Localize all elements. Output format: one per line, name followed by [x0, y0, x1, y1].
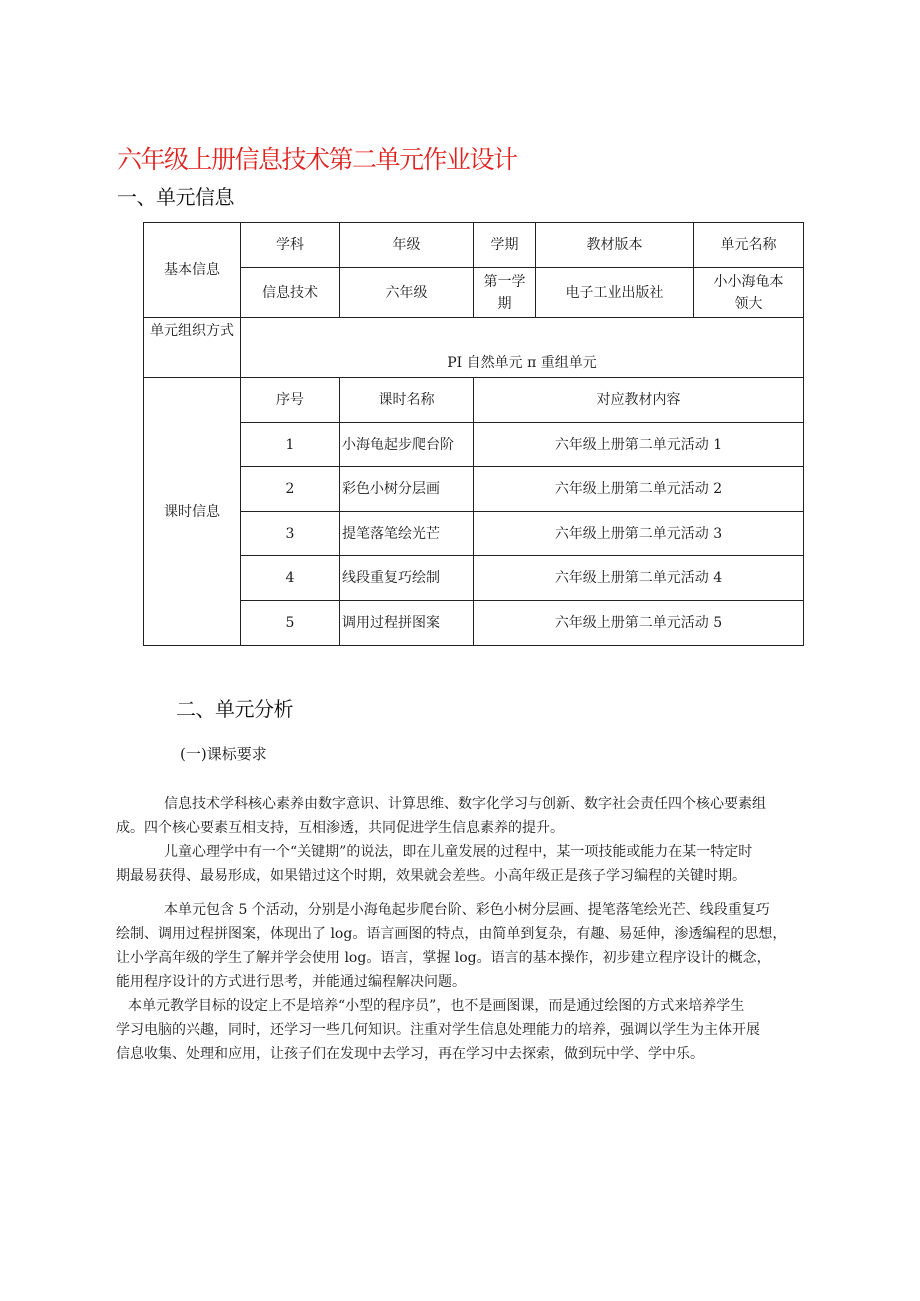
- header-grade: 年级: [340, 223, 474, 268]
- lesson-name: 彩色小树分层画: [340, 467, 474, 512]
- lesson-no: 4: [241, 556, 340, 601]
- lesson-content: 六年级上册第二单元活动 5: [474, 601, 804, 646]
- lesson-row: [144, 467, 804, 512]
- value-unit-name: 小小海龟本 领大: [694, 268, 804, 318]
- section-heading-unit-info: 一、单元信息: [117, 185, 234, 209]
- org-mode-value: PI 自然单元 π 重组单元: [241, 318, 804, 378]
- lesson-content: 六年级上册第二单元活动 4: [474, 556, 804, 601]
- lesson-name: 小海龟起步爬台阶: [340, 423, 474, 467]
- paragraph-line: 本单元教学目标的设定上不是培养“小型的程序员”，也不是画图课，而是通过绘图的方式来培养学生: [128, 998, 745, 1014]
- lesson-no: 1: [241, 423, 340, 467]
- lesson-row: [144, 601, 804, 646]
- org-mode-label: 单元组织方式: [144, 318, 241, 378]
- paragraph-line: 学习电脑的兴趣，同时，还学习一些几何知识。注重对学生信息处理能力的培养，强调以学生为主体开展: [116, 1022, 760, 1038]
- lesson-content: 六年级上册第二单元活动 2: [474, 467, 804, 512]
- lesson-header-name: 课时名称: [340, 378, 474, 423]
- value-term: 第一学 期: [474, 268, 536, 318]
- paragraph-line: 成。四个核心要素互相支持，互相渗透，共同促进学生信息素养的提升。: [116, 820, 564, 836]
- header-subject: 学科: [241, 223, 340, 268]
- lesson-row: [144, 512, 804, 556]
- lesson-header-content: 对应教材内容: [474, 378, 804, 423]
- lesson-no: 5: [241, 601, 340, 646]
- value-subject: 信息技术: [241, 268, 340, 318]
- lesson-info-label: 课时信息: [144, 378, 241, 646]
- lesson-header-no: 序号: [241, 378, 340, 423]
- header-unit-name: 单元名称: [694, 223, 804, 268]
- unit-info-table: [143, 222, 804, 646]
- paragraph-line: 绘制、调用过程拼图案，体现出了 log。语言画图的特点，由简单到复杂，有趣、易延伸，渗透编程的思想，: [116, 926, 787, 942]
- paragraph-line: 期最易获得、最易形成，如果错过这个时期，效果就会差些。小高年级正是孩子学习编程的关键时期。: [116, 868, 746, 884]
- section-heading-unit-analysis: 二、单元分析: [176, 697, 293, 721]
- lesson-content: 六年级上册第二单元活动 3: [474, 512, 804, 556]
- paragraph-line: 本单元包含 5 个活动，分别是小海龟起步爬台阶、彩色小树分层画、提笔落笔绘光芒、线段重复巧: [164, 902, 770, 918]
- lesson-name: 线段重复巧绘制: [340, 556, 474, 601]
- lesson-no: 3: [241, 512, 340, 556]
- paragraph-line: 信息技术学科核心素养由数字意识、计算思维、数字化学习与创新、数字社会责任四个核心要素组: [164, 796, 766, 812]
- subheading-curriculum: (一)课标要求: [180, 745, 267, 763]
- value-textbook: 电子工业出版社: [536, 268, 694, 318]
- basic-info-label: 基本信息: [144, 223, 241, 318]
- header-term: 学期: [474, 223, 536, 268]
- lesson-content: 六年级上册第二单元活动 1: [474, 423, 804, 467]
- paragraph-line: 能用程序设计的方式进行思考，并能通过编程解决问题。: [116, 974, 466, 990]
- paragraph-line: 让小学高年级的学生了解并学会使用 log。语言，掌握 log。语言的基本操作，初步建立程序设计的概念，: [116, 950, 771, 966]
- paragraph-line: 信息收集、处理和应用，让孩子们在发现中去学习，再在学习中去探索，做到玩中学、学中乐。: [116, 1046, 704, 1062]
- lesson-name: 调用过程拼图案: [340, 601, 474, 646]
- document-title: 六年级上册信息技术第二单元作业设计: [117, 145, 517, 174]
- lesson-row: [144, 423, 804, 467]
- lesson-name: 提笔落笔绘光芒: [340, 512, 474, 556]
- paragraph-line: 儿童心理学中有一个“关键期”的说法，即在儿童发展的过程中，某一项技能或能力在某一特定时: [164, 844, 753, 860]
- lesson-no: 2: [241, 467, 340, 512]
- value-grade: 六年级: [340, 268, 474, 318]
- header-textbook: 教材版本: [536, 223, 694, 268]
- lesson-row: [144, 556, 804, 601]
